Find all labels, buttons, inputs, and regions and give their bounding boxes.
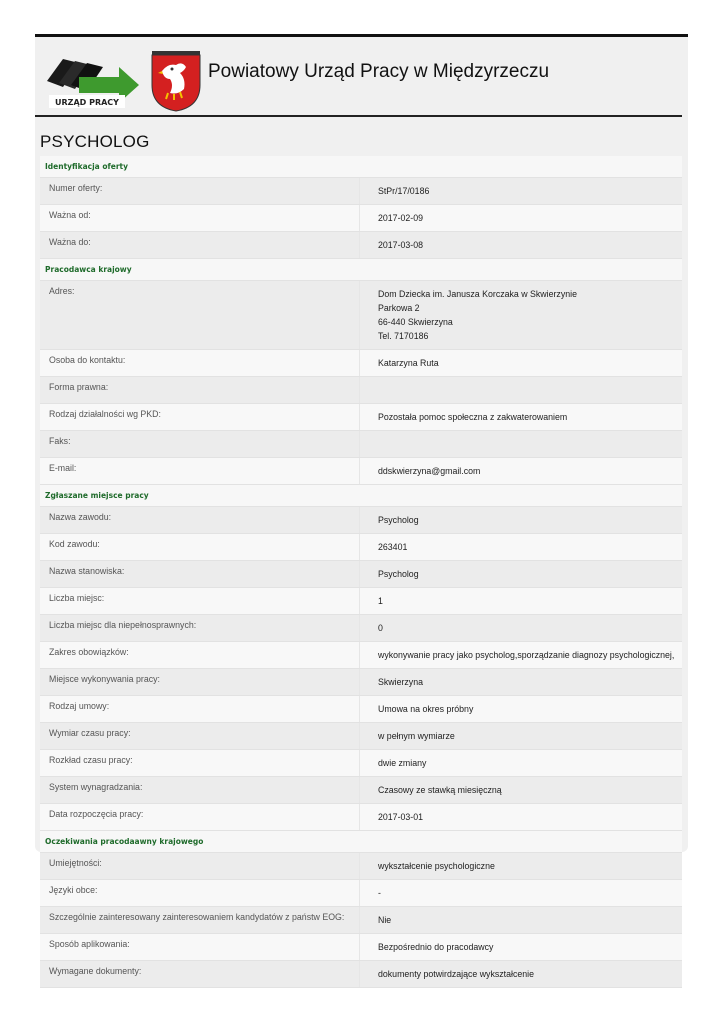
field-value (359, 961, 682, 987)
field-value (359, 588, 682, 614)
table-row (40, 534, 682, 561)
field-value (359, 750, 682, 776)
field-label: Liczba miejsc: (49, 593, 105, 603)
field-value-line (378, 383, 678, 397)
table-row (40, 669, 682, 696)
field-label: System wynagradzania: (49, 782, 143, 792)
field-label: Języki obce: (49, 885, 98, 895)
field-label: Osoba do kontaktu: (49, 355, 126, 365)
table-row (40, 723, 682, 750)
field-value (359, 880, 682, 906)
table-row (40, 961, 682, 988)
field-label: Umiejętności: (49, 858, 102, 868)
field-value (359, 205, 682, 231)
field-value (359, 561, 682, 587)
field-label: Faks: (49, 436, 71, 446)
section-header: Zgłaszane miejsce pracy (40, 485, 682, 507)
table-row (40, 507, 682, 534)
office-title: Powiatowy Urząd Pracy w Międzyrzeczu (208, 61, 550, 82)
field-value (359, 907, 682, 933)
field-value-line: 1 (378, 596, 383, 606)
table-row (40, 804, 682, 831)
field-value (359, 934, 682, 960)
field-label: Data rozpoczęcia pracy: (49, 809, 144, 819)
table-row (40, 853, 682, 880)
coat-of-arms-icon (148, 49, 204, 113)
table-row (40, 281, 682, 350)
urzad-pracy-logo (39, 53, 143, 111)
field-value-line: dokumenty potwirdzające wykształcenie (378, 969, 534, 979)
field-value-line: 2017-03-08 (378, 240, 423, 250)
field-value (359, 723, 682, 749)
offer-card (35, 34, 688, 979)
field-value-line: StPr/17/0186 (378, 186, 430, 196)
table-row (40, 615, 682, 642)
field-value (359, 853, 682, 879)
field-value-line: - (378, 888, 381, 898)
field-value (359, 507, 682, 533)
field-label: Wymagane dokumenty: (49, 966, 142, 976)
field-value-line: 263401 (378, 542, 408, 552)
field-value-line: Pozostała pomoc społeczna z zakwaterowaniem (378, 412, 568, 422)
table-row (40, 404, 682, 431)
field-value (359, 431, 682, 457)
offer-details-table (40, 156, 682, 988)
field-value-line: wykonywanie pracy jako psycholog,sporządzanie diagnozy psychologicznej, (378, 650, 675, 660)
table-row (40, 750, 682, 777)
field-value (359, 350, 682, 376)
table-row (40, 205, 682, 232)
field-value-line: Katarzyna Ruta (378, 358, 439, 368)
table-row (40, 561, 682, 588)
field-value-line: Parkowa 2 (378, 303, 420, 313)
field-label: Sposób aplikowania: (49, 939, 130, 949)
field-value-line: 0 (378, 623, 383, 633)
table-row (40, 377, 682, 404)
field-value-line: Czasowy ze stawką miesięczną (378, 785, 502, 795)
field-value-line: Tel. 7170186 (378, 331, 429, 341)
field-label: Nazwa zawodu: (49, 512, 112, 522)
field-value-line: Bezpośrednio do pracodawcy (378, 942, 494, 952)
field-value (359, 232, 682, 258)
field-value (359, 534, 682, 560)
table-row (40, 588, 682, 615)
table-row (40, 178, 682, 205)
field-value-line: 2017-02-09 (378, 213, 423, 223)
table-row (40, 350, 682, 377)
field-label: Wymiar czasu pracy: (49, 728, 131, 738)
field-value (359, 458, 682, 484)
field-label: Rozkład czasu pracy: (49, 755, 133, 765)
section-header: Identyfikacja oferty (40, 156, 682, 178)
field-label: Nazwa stanowiska: (49, 566, 125, 576)
field-value (359, 669, 682, 695)
field-label: Liczba miejsc dla niepełnosprawnych: (49, 620, 197, 630)
field-value (359, 696, 682, 722)
field-value (359, 281, 682, 349)
logo-text: URZĄD PRACY (55, 98, 119, 107)
field-value-line: Umowa na okres próbny (378, 704, 474, 714)
field-value-line: 66-440 Skwierzyna (378, 317, 453, 327)
field-value-line: dwie zmiany (378, 758, 427, 768)
field-value-line: Dom Dziecka im. Janusza Korczaka w Skwierzynie (378, 289, 577, 299)
field-label: Rodzaj działalności wg PKD: (49, 409, 161, 419)
field-label: Kod zawodu: (49, 539, 100, 549)
table-row (40, 642, 682, 669)
field-value (359, 642, 682, 668)
field-label: Zakres obowiązków: (49, 647, 129, 657)
table-row (40, 907, 682, 934)
field-value-line: Psycholog (378, 569, 419, 579)
table-row (40, 458, 682, 485)
table-row (40, 696, 682, 723)
field-value-line: w pełnym wymiarze (378, 731, 455, 741)
table-row (40, 934, 682, 961)
field-label: Numer oferty: (49, 183, 103, 193)
field-label: Adres: (49, 286, 75, 296)
job-title: PSYCHOLOG (40, 132, 150, 151)
field-label: Ważna do: (49, 237, 91, 247)
field-value-line: Nie (378, 915, 392, 925)
table-row (40, 431, 682, 458)
field-label: Ważna od: (49, 210, 91, 220)
field-label: Rodzaj umowy: (49, 701, 110, 711)
section-header: Oczekiwania pracodaawny krajowego (40, 831, 682, 853)
field-value (359, 615, 682, 641)
field-value (359, 404, 682, 430)
section-header: Pracodawca krajowy (40, 259, 682, 281)
field-value-line (378, 437, 678, 451)
field-label: Szczególnie zainteresowany zainteresowaniem kandydatów z państw EOG: (49, 912, 345, 922)
field-value-line: ddskwierzyna@gmail.com (378, 466, 481, 476)
table-row (40, 880, 682, 907)
table-row (40, 777, 682, 804)
field-value-line: 2017-03-01 (378, 812, 423, 822)
field-label: Forma prawna: (49, 382, 109, 392)
field-value (359, 777, 682, 803)
field-value (359, 178, 682, 204)
field-value-line: wykształcenie psychologiczne (378, 861, 495, 871)
field-label: E-mail: (49, 463, 77, 473)
field-label: Miejsce wykonywania pracy: (49, 674, 160, 684)
field-value-line: Skwierzyna (378, 677, 423, 687)
page-header (35, 37, 682, 117)
field-value (359, 377, 682, 403)
field-value-line: Psycholog (378, 515, 419, 525)
table-row (40, 232, 682, 259)
field-value (359, 804, 682, 830)
